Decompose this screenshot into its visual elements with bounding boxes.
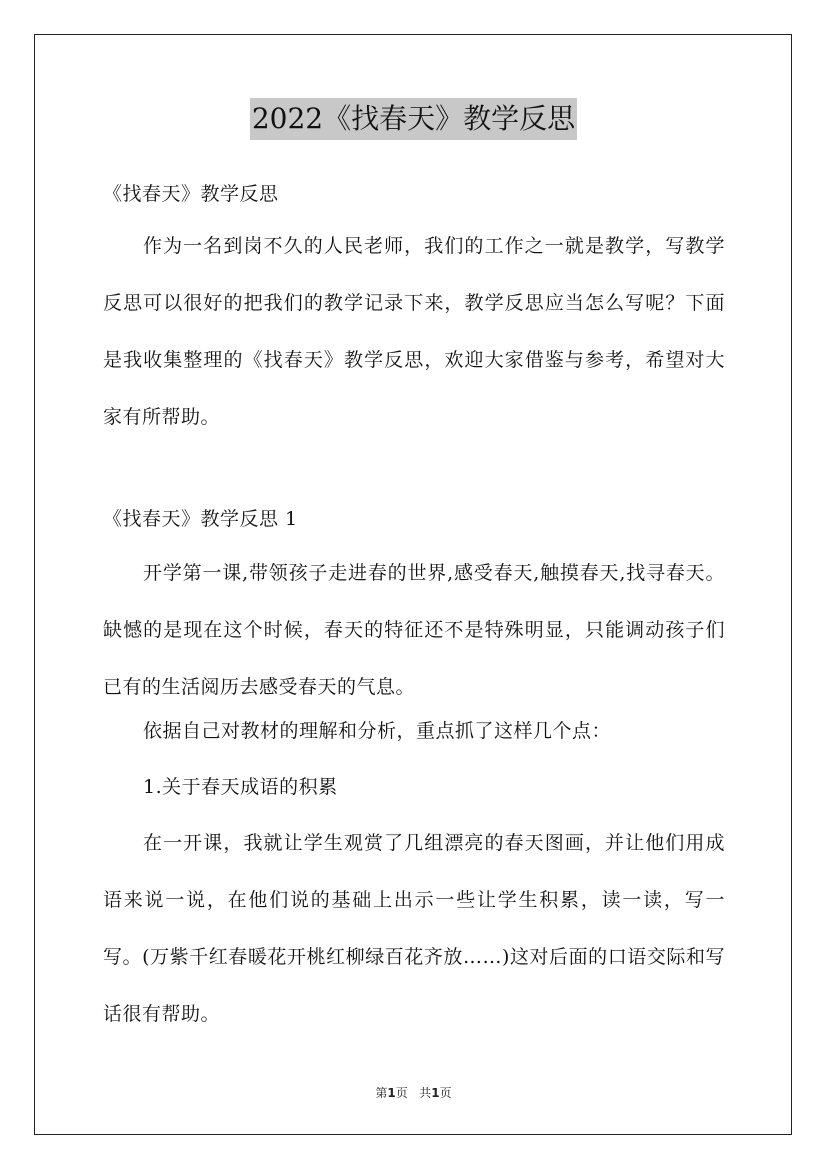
intro-heading: 《找春天》教学反思	[103, 183, 279, 205]
title-container	[0, 98, 827, 140]
total-pages: 1	[431, 1086, 440, 1100]
total-suffix: 页	[439, 1086, 452, 1100]
intro-paragraph: 作为一名到岗不久的人民老师，我们的工作之一就是教学，写教学反思可以很好的把我们的教学记录下来，教学反思应当怎么写呢？下面是我收集整理的《找春天》教学反思，欢迎大家借鉴与参考，希望对大家有所帮助。	[103, 235, 725, 428]
page-number: 1	[387, 1086, 396, 1100]
point1-heading: 1.关于春天成语的积累	[143, 776, 338, 798]
section1-paragraph-1: 开学第一课,带领孩子走进春的世界,感受春天,触摸春天,找寻春天。缺憾的是现在这个时候，春天的特征还不是特殊明显，只能调动孩子们已有的生活阅历去感受春天的气息。	[103, 562, 725, 698]
point1-paragraph: 在一开课，我就让学生观赏了几组漂亮的春天图画，并让他们用成语来说一说，在他们说的基础上出示一些让学生积累，读一读，写一写。(万紫千红春暖花开桃红柳绿百花齐放……)这对后面的口语交际和写话很有帮助。	[103, 832, 725, 1025]
page-prefix: 第	[375, 1086, 388, 1100]
page-suffix: 页	[395, 1086, 408, 1100]
document-title: 2022《找春天》教学反思	[250, 98, 577, 140]
section1-heading: 《找春天》教学反思 1	[103, 508, 298, 530]
total-prefix: 共	[419, 1086, 432, 1100]
page-footer	[0, 1084, 827, 1101]
section1-paragraph-2: 依据自己对教材的理解和分析，重点抓了这样几个点：	[143, 720, 612, 742]
